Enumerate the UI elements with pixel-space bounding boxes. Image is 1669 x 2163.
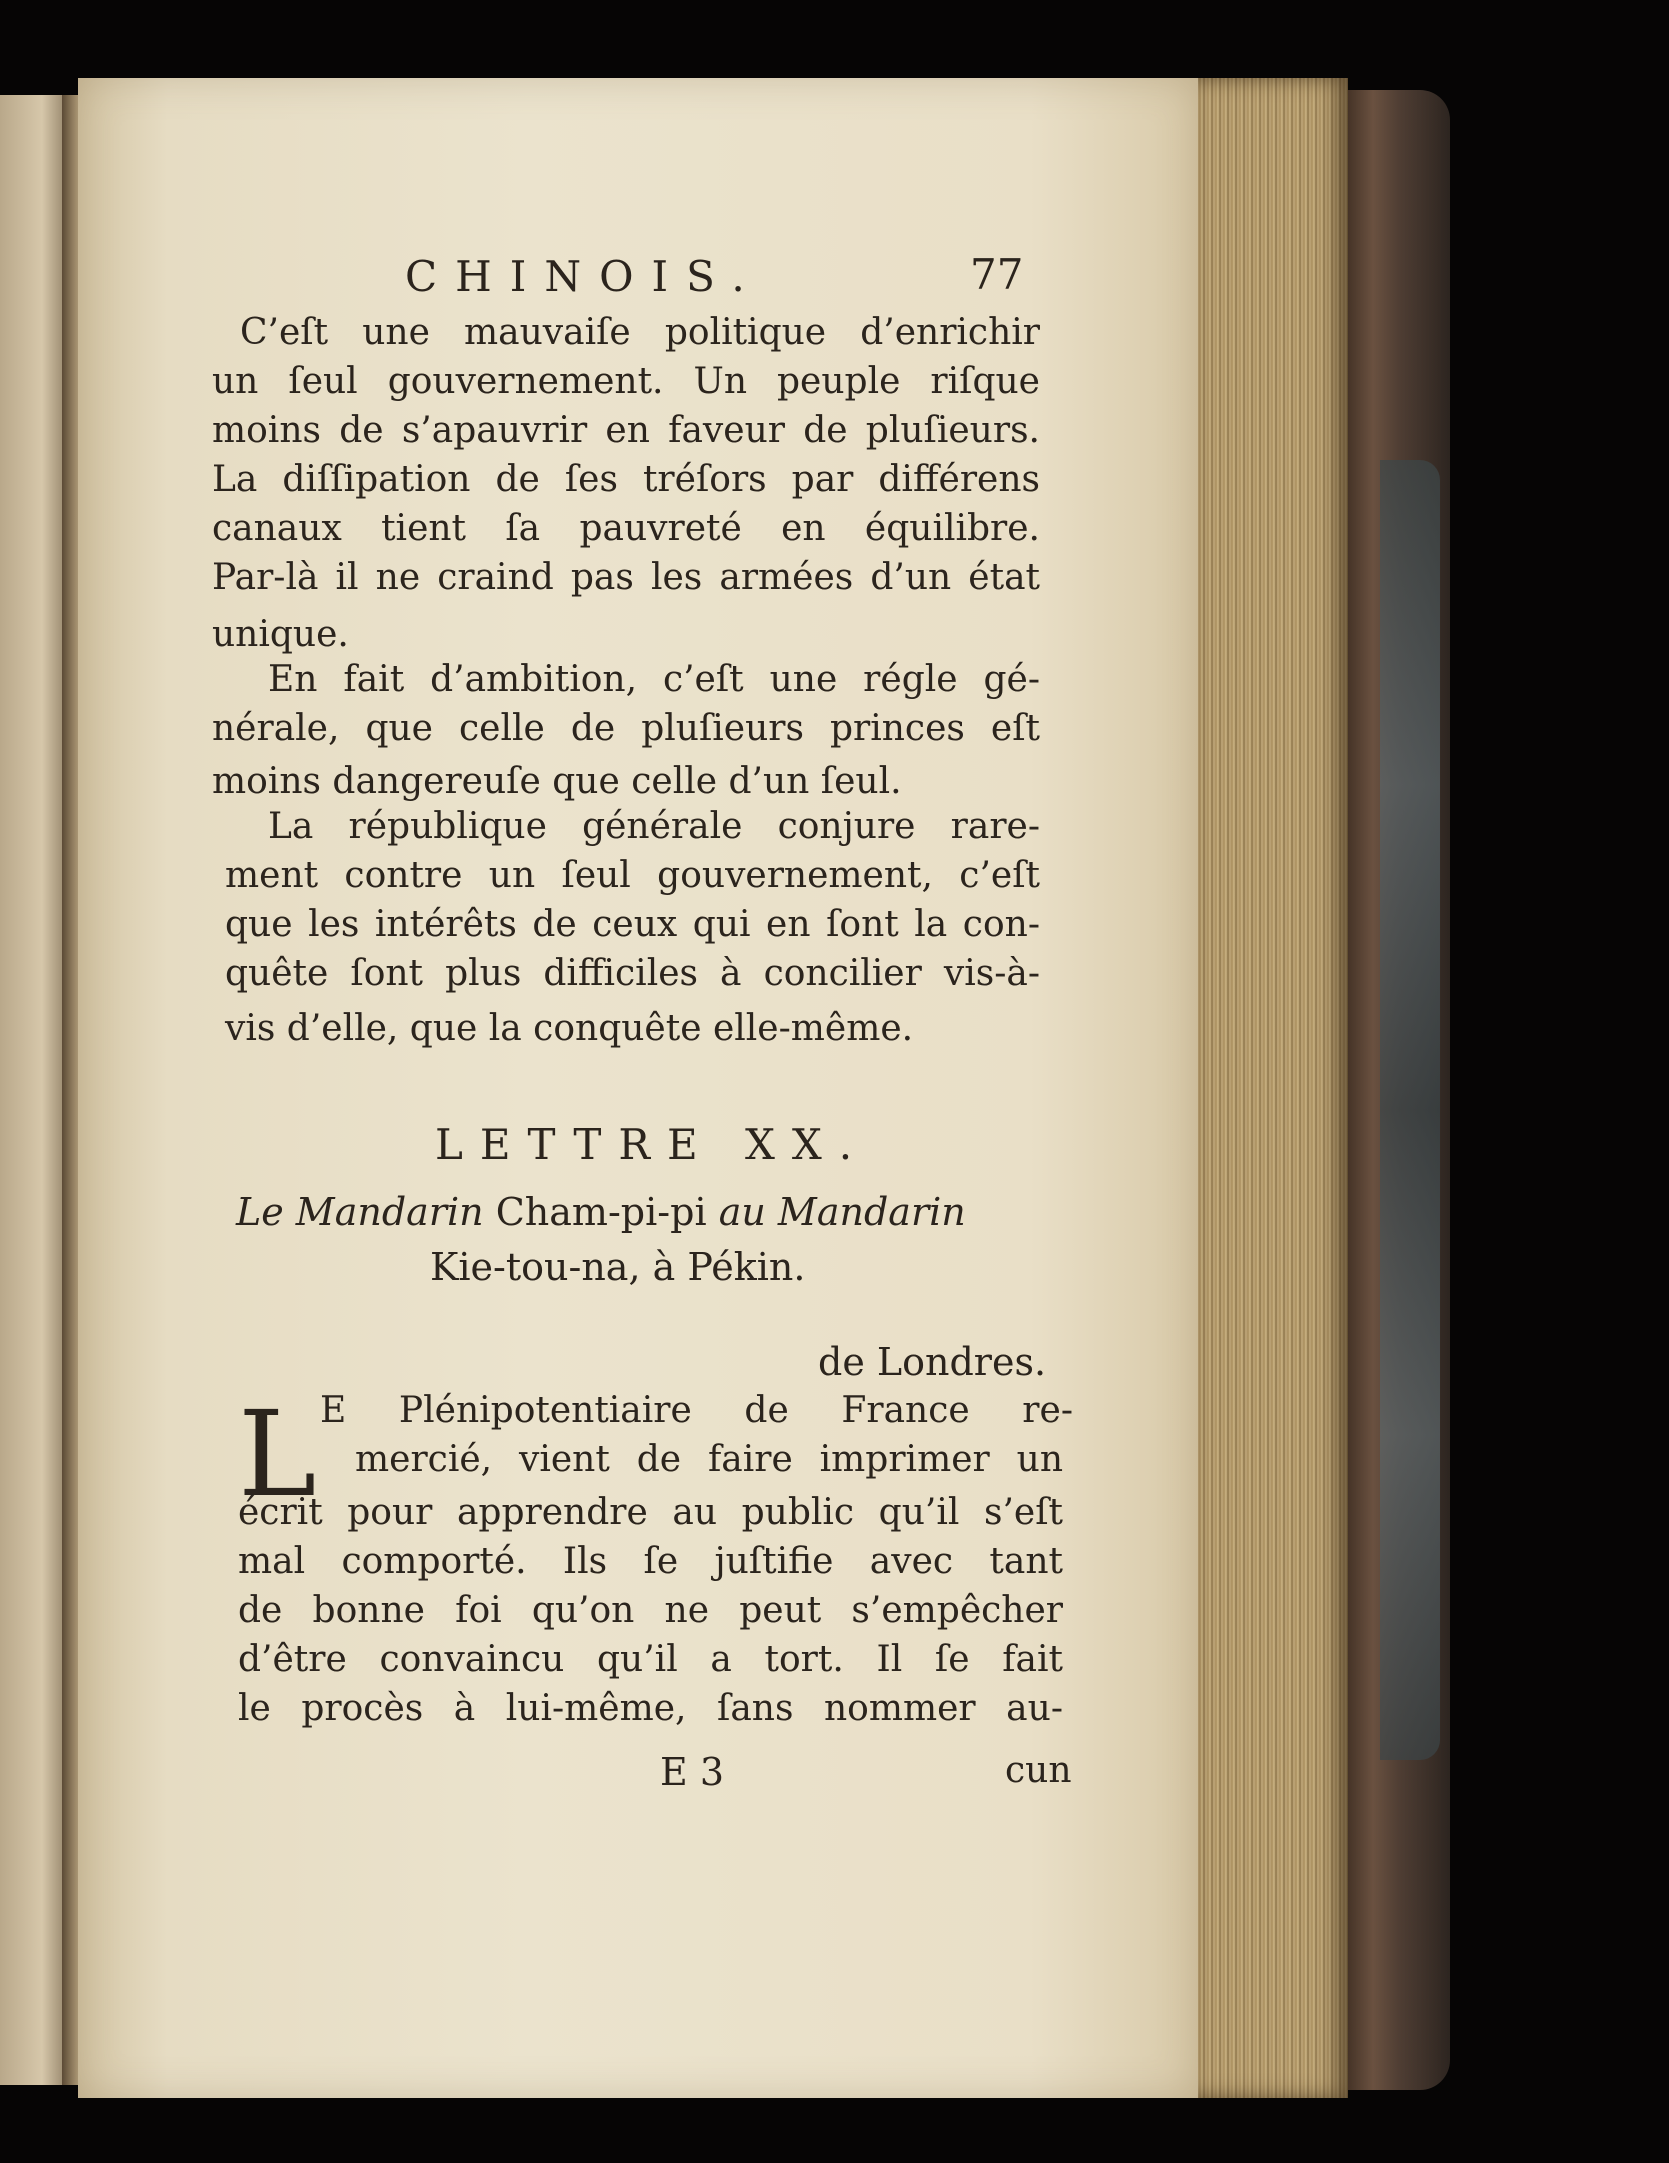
running-head: CHINOIS.: [405, 252, 763, 301]
text-line: ment contre un ſeul gouvernement, c’eſt: [225, 855, 1040, 896]
signature-mark: E 3: [660, 1750, 724, 1794]
drop-cap: L: [238, 1385, 317, 1523]
catchword: cun: [1005, 1750, 1072, 1791]
text-line: La république générale conjure rare-: [268, 806, 1040, 847]
text-line: mal comporté. Ils ſe juſtifie avec tant: [238, 1541, 1063, 1582]
text-line: le procès à lui-même, ſans nommer au-: [238, 1688, 1063, 1729]
text-line: C’eſt une mauvaiſe politique d’enrichir: [240, 312, 1040, 353]
text-line: mercié, vient de faire imprimer un: [355, 1439, 1063, 1480]
text-line: canaux tient ſa pauvreté en équilibre.: [212, 508, 1040, 549]
text-line: moins dangereuſe que celle d’un ſeul.: [212, 761, 902, 802]
text-line: de bonne foi qu’on ne peut s’empêcher: [238, 1590, 1063, 1631]
left-facing-page: [0, 95, 70, 2085]
heading-italic: Mandarin: [777, 1190, 966, 1234]
text-line: d’être convaincu qu’il a tort. Il ſe fait: [238, 1639, 1063, 1680]
text-line: nérale, que celle de pluſieurs princes eſt: [212, 708, 1040, 749]
letter-heading-line-1: [236, 1190, 966, 1234]
letter-title: LETTRE XX.: [435, 1120, 870, 1169]
text-line: un ſeul gouvernement. Un peuple riſque: [212, 361, 1040, 402]
marbled-board: [1380, 460, 1440, 1760]
text-line: moins de s’apauvrir en faveur de pluſieurs.: [212, 410, 1040, 451]
dateline: de Londres.: [818, 1340, 1047, 1384]
text-line: écrit pour apprendre au public qu’il s’eſt: [238, 1492, 1063, 1533]
text-line: En fait d’ambition, c’eſt une régle gé-: [268, 659, 1040, 700]
page-number: 77: [970, 250, 1024, 299]
text-line: quête ſont plus difficiles à concilier vis-à-: [225, 953, 1040, 994]
text-line: Par-là il ne craind pas les armées d’un état: [212, 557, 1040, 598]
heading-italic: au: [718, 1190, 766, 1234]
heading-italic: Le Mandarin: [236, 1190, 484, 1234]
text-line: La diſſipation de ſes tréſors par différens: [212, 459, 1040, 500]
page-fore-edge: [1198, 78, 1348, 2098]
text-line: vis d’elle, que la conquête elle-même.: [225, 1008, 914, 1049]
heading-name: Cham-pi-pi: [495, 1190, 707, 1234]
letter-heading-line-2: Kie-tou-na, à Pékin.: [430, 1245, 806, 1289]
text-line: unique.: [212, 614, 349, 655]
text-line: que les intérêts de ceux qui en ſont la con-: [225, 904, 1040, 945]
text-line: E Plénipotentiaire de France re-: [320, 1390, 1073, 1431]
